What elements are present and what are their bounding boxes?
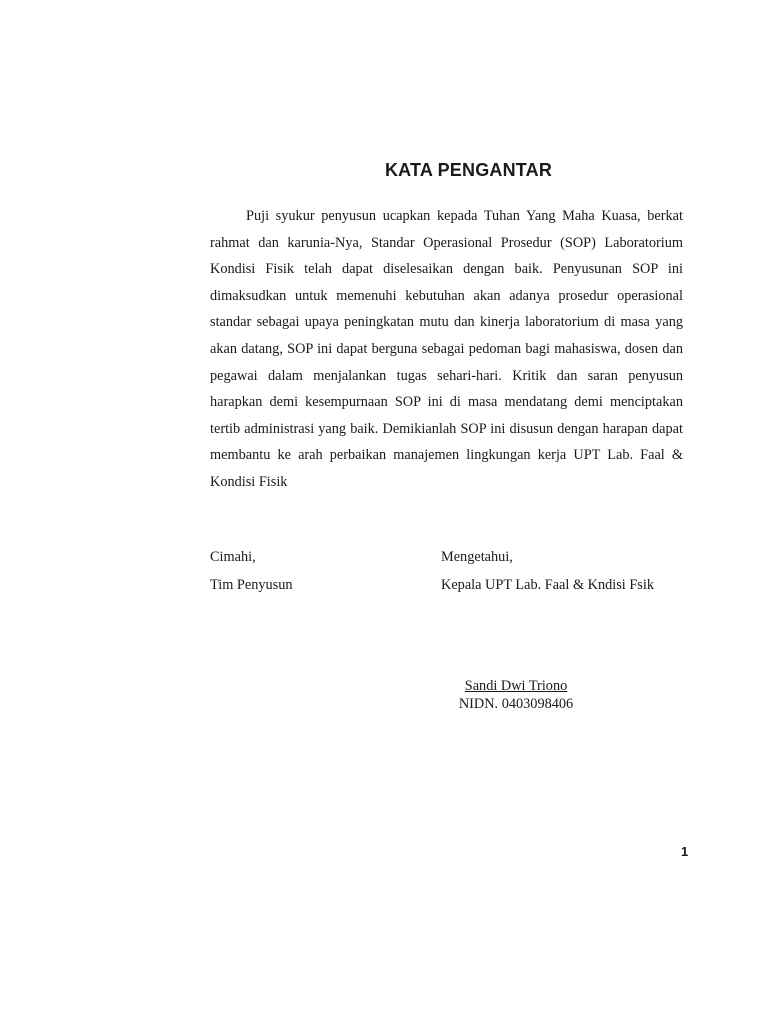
signer-name: Sandi Dwi Triono bbox=[464, 678, 568, 694]
position-label: Kepala UPT Lab. Faal & Kndisi Fsik bbox=[441, 577, 654, 593]
left-signature-block bbox=[210, 543, 293, 599]
preface-paragraph: Puji syukur penyusun ucapkan kepada Tuhan Yang Maha Kuasa, berkat rahmat dan karunia-Nya, Standar Operasional Prosedur (SOP) Laboratorium Kondisi Fisik telah dapat diselesaikan dengan baik. Penyusunan SOP ini dimaksudkan untuk memenuhi kebutuhan akan adanya prosedur operasional standar sebagai upaya peningkatan mutu dan kinerja laboratorium di masa yang akan datang, SOP ini dapat berguna sebagai pedoman bagi mahasiswa, dosen dan pegawai dalam menjalankan tugas sehari-hari. Kritik dan saran penyusun harapkan demi kesempurnaan SOP ini di masa mendatang demi menciptakan tertib administrasi yang baik. Demikianlah SOP ini disusun dengan harapan dapat membantu ke arah perbaikan manajemen lingkungan kerja UPT Lab. Faal & Kondisi Fisik bbox=[210, 208, 683, 490]
page-number: 1 bbox=[681, 844, 689, 859]
acknowledged-label: Mengetahui, bbox=[441, 549, 513, 565]
signer-block bbox=[441, 677, 591, 713]
page-title: KATA PENGANTAR bbox=[384, 160, 553, 180]
signer-nidn: NIDN. 0403098406 bbox=[458, 696, 574, 712]
team-label: Tim Penyusun bbox=[210, 577, 293, 593]
place-label: Cimahi, bbox=[210, 549, 256, 565]
right-signature-block bbox=[441, 543, 654, 599]
